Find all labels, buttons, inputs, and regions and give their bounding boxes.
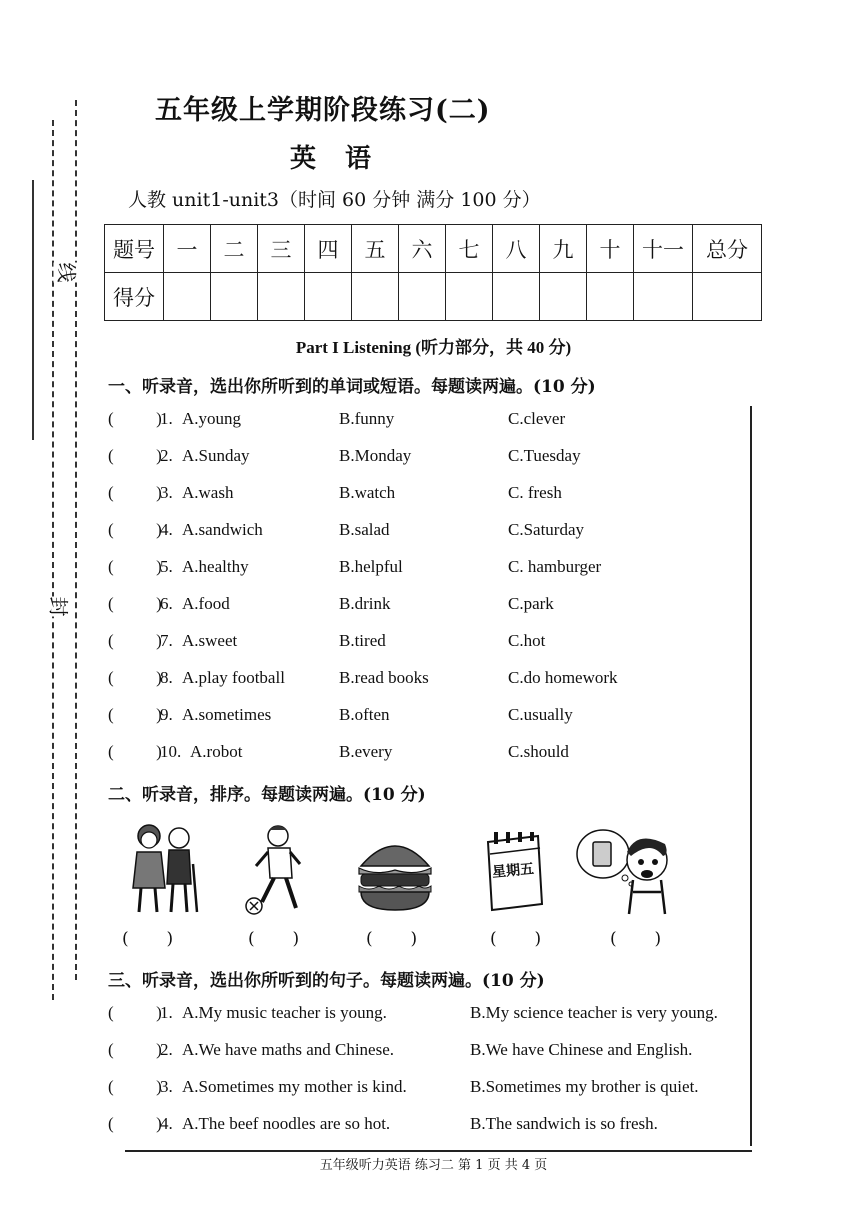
score-cell[interactable]: [399, 273, 446, 321]
answer-paren[interactable]: ( ): [108, 594, 162, 613]
margin-solid-line: [32, 180, 34, 440]
score-header-cell: 九: [540, 225, 587, 273]
question-number: 3.: [160, 1077, 173, 1096]
hamburger-picture: [355, 832, 435, 914]
answer-paren[interactable]: ( ): [108, 520, 162, 539]
question-number: 2.: [160, 446, 173, 465]
score-header-cell: 一: [164, 225, 211, 273]
exam-info: 人教 unit1-unit3（时间 60 分钟 满分 100 分）: [128, 189, 541, 211]
margin-dashed-line: [52, 120, 54, 1000]
calendar-day-label: 星期五: [491, 861, 535, 881]
question-number: 10.: [160, 742, 182, 761]
score-header-cell: 十一: [634, 225, 693, 273]
question-number: 1.: [160, 409, 173, 428]
score-cell[interactable]: [352, 273, 399, 321]
answer-paren[interactable]: ( ): [108, 483, 162, 502]
question-row: [108, 705, 788, 729]
question-row: [108, 483, 788, 507]
subject-title: 英 语: [290, 144, 382, 174]
option-b: B.read books: [339, 668, 429, 687]
option-a: A.sandwich: [182, 520, 263, 539]
option-a: A.play football: [182, 668, 285, 687]
answer-blank[interactable]: ( ): [122, 929, 174, 949]
section-1-title: 一、听录音，选出你所听到的单词或短语。每题读两遍。(10 分): [108, 377, 596, 397]
option-a: A.young: [182, 409, 242, 428]
section-2-title: 二、听录音，排序。每题读两遍。(10 分): [108, 785, 426, 805]
score-header-cell: 五: [352, 225, 399, 273]
answer-paren[interactable]: ( ): [108, 1077, 162, 1096]
question-number: 9.: [160, 705, 173, 724]
sentence-question-row: [108, 1003, 788, 1027]
option-c: C.should: [508, 742, 569, 761]
option-a: A.Sometimes my mother is kind.: [182, 1077, 407, 1096]
score-header-cell: 总分: [693, 225, 762, 273]
answer-paren[interactable]: ( ): [108, 557, 162, 576]
option-b: B.We have Chinese and English.: [470, 1040, 693, 1059]
question-number: 6.: [160, 594, 173, 613]
option-b: B.Sometimes my brother is quiet.: [470, 1077, 699, 1096]
score-cell[interactable]: [540, 273, 587, 321]
option-b: B.My science teacher is very young.: [470, 1003, 718, 1022]
score-cell[interactable]: [693, 273, 762, 321]
score-header-cell: 十: [587, 225, 634, 273]
option-b: B.drink: [339, 594, 391, 613]
question-number: 4.: [160, 520, 173, 539]
margin-dashed-line-outer: [75, 100, 77, 980]
right-border-line: [750, 406, 752, 1146]
question-row: [108, 631, 788, 655]
option-c: C.Tuesday: [508, 446, 581, 465]
question-number: 2.: [160, 1040, 173, 1059]
answer-blank[interactable]: ( ): [248, 929, 300, 949]
option-c: C.hot: [508, 631, 546, 650]
score-cell[interactable]: [587, 273, 634, 321]
question-number: 5.: [160, 557, 173, 576]
answer-blank[interactable]: ( ): [366, 929, 418, 949]
score-cell[interactable]: [493, 273, 540, 321]
option-c: C.usually: [508, 705, 573, 724]
score-header-cell: 题号: [105, 225, 164, 273]
page-title: 五年级上学期阶段练习(二): [155, 95, 491, 126]
option-a: A.robot: [190, 742, 243, 761]
boy-football-picture: [240, 822, 310, 917]
question-row: [108, 557, 788, 581]
score-table-header-row: [105, 225, 762, 273]
score-header-cell: 六: [399, 225, 446, 273]
score-header-cell: 八: [493, 225, 540, 273]
option-a: A.We have maths and Chinese.: [182, 1040, 395, 1059]
option-a: A.sweet: [182, 631, 238, 650]
option-c: C.do homework: [508, 668, 618, 687]
thirsty-boy-picture: [575, 822, 675, 917]
part-heading: Part I Listening (听力部分，共 40 分): [295, 338, 572, 357]
question-number: 4.: [160, 1114, 173, 1133]
margin-char-line: 线: [54, 263, 83, 283]
answer-paren[interactable]: ( ): [108, 742, 162, 761]
option-c: C.clever: [508, 409, 566, 428]
option-b: B.funny: [339, 409, 395, 428]
option-b: B.The sandwich is so fresh.: [470, 1114, 658, 1133]
score-cell[interactable]: [164, 273, 211, 321]
margin-char-seal: 封: [46, 597, 75, 617]
score-header-cell: 三: [258, 225, 305, 273]
option-a: A.food: [182, 594, 230, 613]
question-row: [108, 594, 788, 618]
score-cell[interactable]: [211, 273, 258, 321]
option-b: B.often: [339, 705, 390, 724]
score-row-label: 得分: [105, 273, 164, 321]
answer-paren[interactable]: ( ): [108, 409, 162, 428]
score-header-cell: 四: [305, 225, 352, 273]
score-table-score-row: [105, 273, 762, 321]
answer-paren[interactable]: ( ): [108, 1040, 162, 1059]
question-number: 7.: [160, 631, 173, 650]
option-b: B.every: [339, 742, 393, 761]
score-cell[interactable]: [634, 273, 693, 321]
bottom-border-line: [125, 1150, 752, 1152]
option-c: C. fresh: [508, 483, 562, 502]
question-number: 3.: [160, 483, 173, 502]
calendar-picture: [484, 832, 544, 912]
score-cell[interactable]: [305, 273, 352, 321]
answer-paren[interactable]: ( ): [108, 1114, 162, 1133]
answer-paren[interactable]: ( ): [108, 668, 162, 687]
option-c: C.Saturday: [508, 520, 585, 539]
option-b: B.watch: [339, 483, 396, 502]
option-a: A.The beef noodles are so hot.: [182, 1114, 391, 1133]
question-number: 1.: [160, 1003, 173, 1022]
answer-blank[interactable]: ( ): [610, 929, 662, 949]
old-couple-picture: [125, 818, 205, 918]
sentence-question-row: [108, 1114, 788, 1138]
option-b: B.helpful: [339, 557, 403, 576]
score-cell[interactable]: [446, 273, 493, 321]
option-c: C.park: [508, 594, 554, 613]
option-a: A.wash: [182, 483, 234, 502]
question-row: [108, 520, 788, 544]
score-header-cell: 二: [211, 225, 258, 273]
score-cell[interactable]: [258, 273, 305, 321]
answer-paren[interactable]: ( ): [108, 446, 162, 465]
answer-blank[interactable]: ( ): [490, 929, 542, 949]
question-row: [108, 742, 788, 766]
option-c: C. hamburger: [508, 557, 602, 576]
sentence-question-row: [108, 1040, 788, 1064]
question-row: [108, 446, 788, 470]
option-a: A.My music teacher is young.: [182, 1003, 387, 1022]
option-a: A.sometimes: [182, 705, 272, 724]
answer-paren[interactable]: ( ): [108, 1003, 162, 1022]
option-b: B.Monday: [339, 446, 412, 465]
answer-paren[interactable]: ( ): [108, 705, 162, 724]
question-row: [108, 668, 788, 692]
section-3-title: 三、听录音，选出你所听到的句子。每题读两遍。(10 分): [108, 971, 545, 991]
page-footer: 五年级听力英语 练习二 第 1 页 共 4 页: [319, 1158, 548, 1173]
question-number: 8.: [160, 668, 173, 687]
score-table: [104, 224, 762, 321]
option-a: A.healthy: [182, 557, 249, 576]
option-a: A.Sunday: [182, 446, 250, 465]
sentence-question-row: [108, 1077, 788, 1101]
score-header-cell: 七: [446, 225, 493, 273]
question-row: [108, 409, 788, 433]
answer-paren[interactable]: ( ): [108, 631, 162, 650]
option-b: B.tired: [339, 631, 386, 650]
option-b: B.salad: [339, 520, 390, 539]
